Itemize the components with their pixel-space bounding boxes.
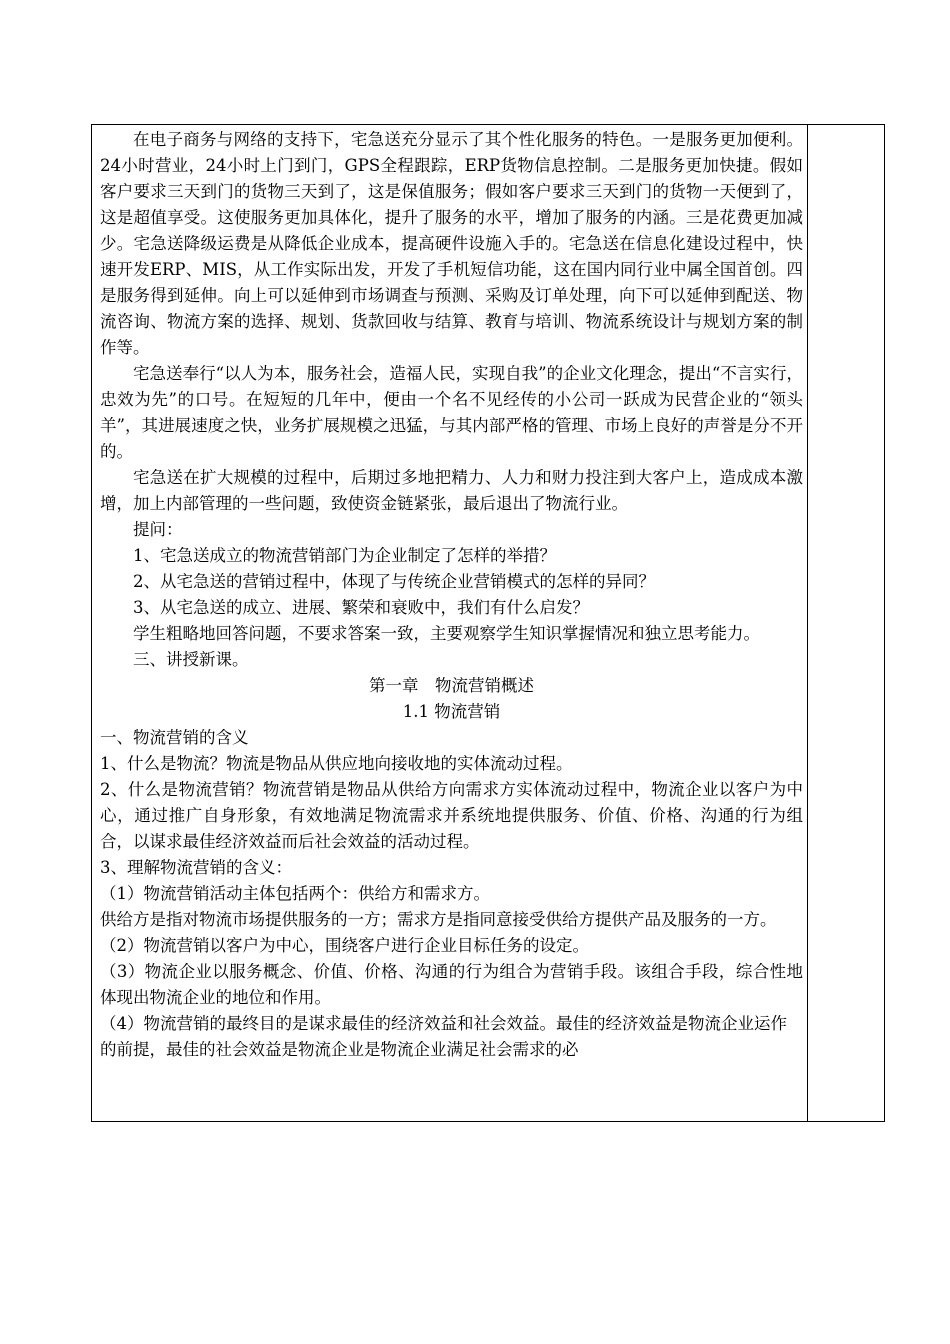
paragraph-corporate-culture: 宅急送奉行“以人为本，服务社会，造福人民，实现自我”的企业文化理念，提出“不言实行，忠效为先”的口号。在短短的几年中，便由一个名不见经传的小公司一跃成为民营企业的“领头羊”，其进展速度之快，业务扩展规模之迅猛，与其内部严格的管理、市场上良好的声誉是分不开的。 (100, 364, 803, 461)
chapter-title: 第一章 物流营销概述 (369, 676, 534, 695)
section-heading-new-lesson: 三、讲授新课。 (133, 650, 249, 669)
paragraph-service-features: 在电子商务与网络的支持下，宅急送充分显示了其个性化服务的特色。一是服务更加便利。24小时营业，24小时上门到门，GPS全程跟踪，ERP货物信息控制。二是服务更加快捷。假如客户要求三天到门的货物三天到了，这是保值服务；假如客户要求三天到门的货物一天便到了，这是超值享受。这使服务更加具体化，提升了服务的水平，增加了服务的内涵。三是花费更加减少。宅急送降级运费是从降低企业成本，提高硬件设施入手的。宅急送在信息化建设过程中，快速开发ERP、MIS，从工作实际出发，开发了手机短信功能，这在国内同行业中属全国首创。四是服务得到延伸。向上可以延伸到市场调查与预测、采购及订单处理，向下可以延伸到配送、物流咨询、物流方案的选择、规划、货款回收与结算、教育与培训、物流系统设计与规划方案的制作等。 (100, 130, 803, 357)
table-frame (91, 124, 885, 1122)
sub-point: （2）物流营销以客户为中心，围绕客户进行企业目标任务的设定。 (100, 936, 589, 955)
sub-point: （4）物流营销的最终目的是谋求最佳的经济效益和社会效益。最佳的经济效益是物流企业运作的前提，最佳的社会效益是物流企业是物流企业满足社会需求的必 (100, 1014, 787, 1059)
sub-point: （1）物流营销活动主体包括两个：供给方和需求方。 (100, 884, 490, 903)
paragraph-student-answer: 学生粗略地回答问题，不要求答案一致，主要观察学生知识掌握情况和独立思考能力。 (133, 624, 760, 643)
paragraph-decline: 宅急送在扩大规模的过程中，后期过多地把精力、人力和财力投注到大客户上，造成成本激增，加上内部管理的一些问题，致使资金链紧张，最后退出了物流行业。 (100, 468, 803, 513)
sub-point-detail: 供给方是指对物流市场提供服务的一方；需求方是指同意接受供给方提供产品及服务的一方。 (100, 910, 777, 929)
question-item: 3、从宅急送的成立、进展、繁荣和衰败中，我们有什么启发？ (133, 598, 589, 617)
questions-heading: 提问： (133, 520, 183, 539)
definition-item: 3、理解物流营销的含义： (100, 858, 292, 877)
section-title: 1.1 物流营销 (402, 702, 501, 721)
column-divider (807, 125, 808, 1121)
subsection-heading: 一、物流营销的含义 (100, 728, 249, 747)
question-item: 1、宅急送成立的物流营销部门为企业制定了怎样的举措？ (133, 546, 556, 565)
question-item: 2、从宅急送的营销过程中，体现了与传统企业营销模式的怎样的异同？ (133, 572, 655, 591)
sub-point: （3）物流企业以服务概念、价值、价格、沟通的行为组合为营销手段。该组合手段，综合性地体现出物流企业的地位和作用。 (100, 962, 803, 1007)
definition-item: 1、什么是物流？物流是物品从供应地向接收地的实体流动过程。 (100, 754, 573, 773)
definition-item: 2、什么是物流营销？物流营销是物品从供给方向需求方实体流动过程中，物流企业以客户为中心，通过推广自身形象，有效地满足物流需求并系统地提供服务、价值、价格、沟通的行为组合，以谋求最佳经济效益而后社会效益的活动过程。 (100, 780, 803, 851)
content-cell (100, 127, 803, 1063)
